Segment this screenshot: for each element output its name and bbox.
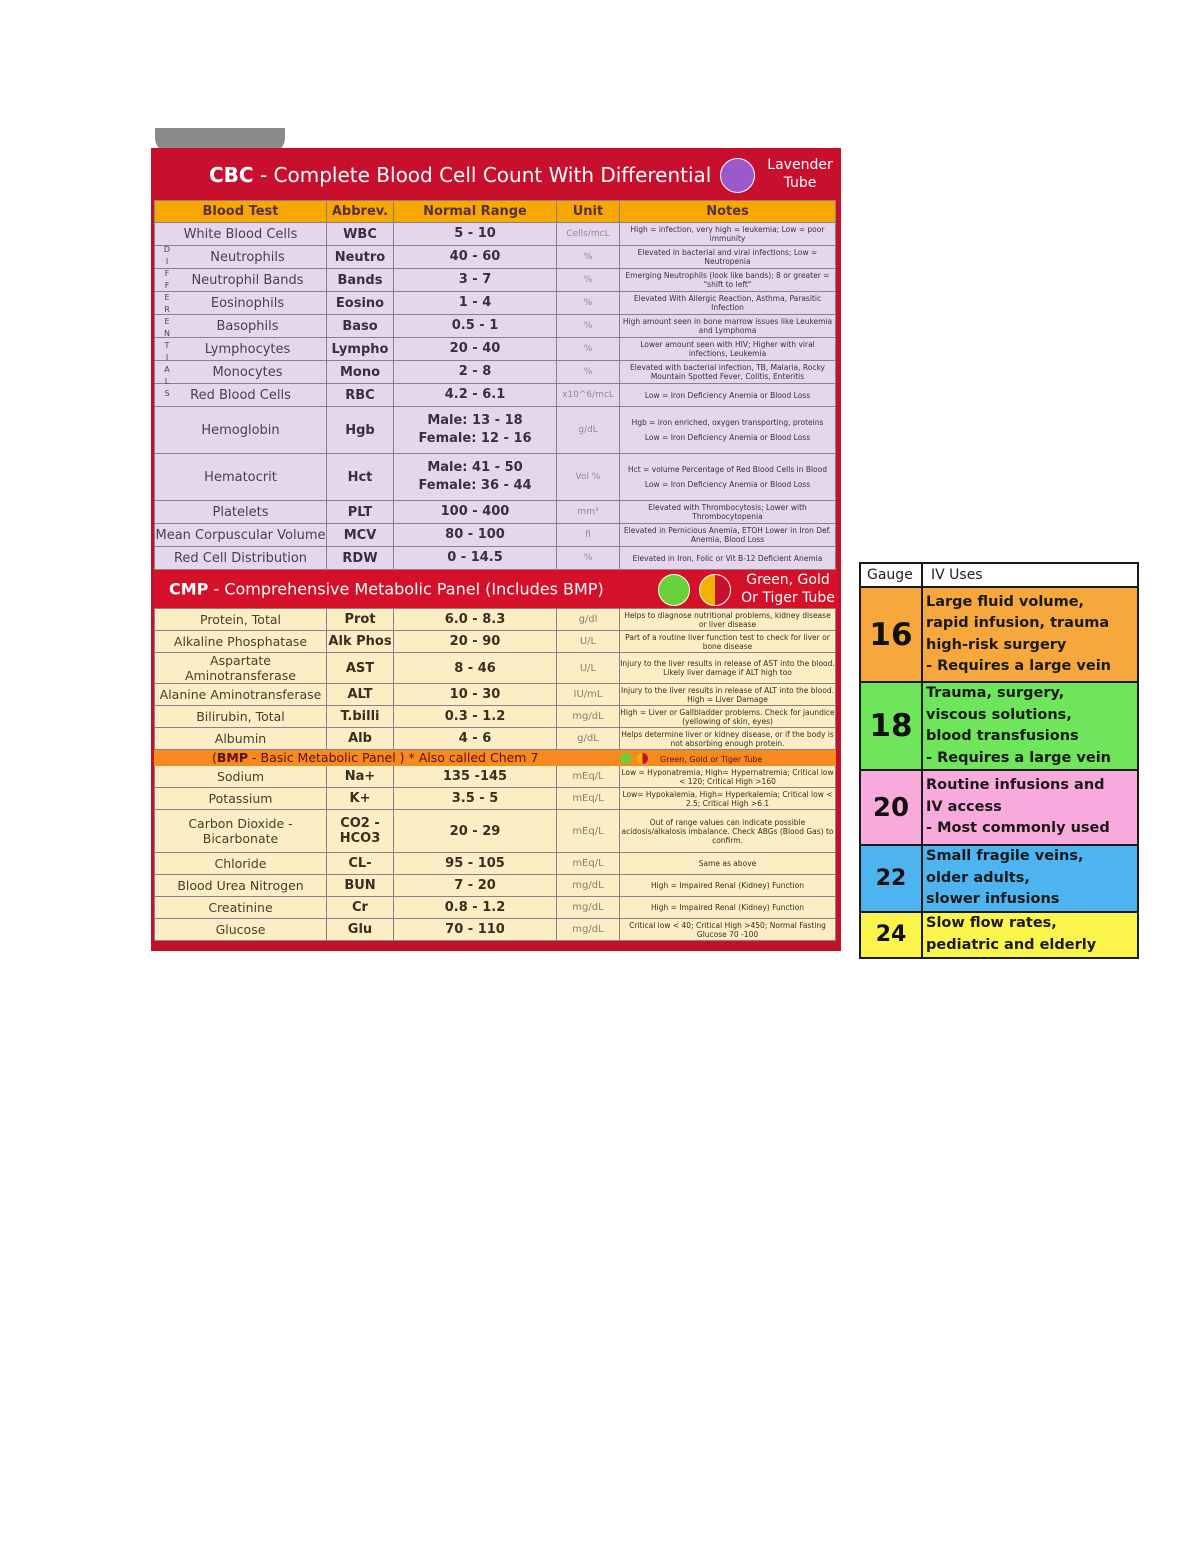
blood-test-name: Chloride	[155, 853, 327, 875]
normal-range: 0.3 - 1.2	[394, 706, 557, 728]
cbc-row	[155, 524, 836, 547]
cmp-row	[155, 684, 836, 706]
cbc-row	[155, 407, 836, 454]
abbrev: Mono	[327, 361, 394, 384]
normal-range	[394, 407, 557, 454]
blood-test-name: Alanine Aminotransferase	[155, 684, 327, 706]
cmp-row	[155, 653, 836, 684]
cbc-row	[155, 454, 836, 501]
cmp-row	[155, 728, 836, 750]
bmp-title	[155, 750, 620, 766]
unit: g/dL	[557, 407, 620, 454]
cbc-row	[155, 547, 836, 570]
blood-test-name: Bilirubin, Total	[155, 706, 327, 728]
cmp-title-abbrev: CMP	[169, 579, 209, 599]
unit: %	[557, 315, 620, 338]
unit: Vol %	[557, 454, 620, 501]
blood-test-name: Neutrophils	[155, 246, 327, 269]
normal-range: 20 - 40	[394, 338, 557, 361]
gauge-size: 18	[860, 682, 922, 770]
cbc-tube-label	[764, 156, 836, 192]
normal-range: 70 - 110	[394, 919, 557, 941]
unit: g/dL	[557, 728, 620, 750]
normal-range: 2 - 8	[394, 361, 557, 384]
iv-uses-line: IV access	[926, 798, 1002, 815]
abbrev: WBC	[327, 223, 394, 246]
normal-range: 8 - 46	[394, 653, 557, 684]
unit: fl	[557, 524, 620, 547]
cmp-title	[169, 580, 604, 599]
blood-test-name: Basophils	[155, 315, 327, 338]
abbrev: Baso	[327, 315, 394, 338]
cmp-row	[155, 706, 836, 728]
cbc-row	[155, 361, 836, 384]
abbrev: RDW	[327, 547, 394, 570]
blood-test-name: Hematocrit	[155, 454, 327, 501]
unit: mm³	[557, 501, 620, 524]
gauge-size: 24	[860, 912, 922, 958]
cmp-tube-label-line1: Green, Gold	[746, 572, 830, 588]
iv-uses-line: Trauma, surgery,	[926, 685, 1065, 701]
normal-range: 40 - 60	[394, 246, 557, 269]
cbc-header-row	[155, 201, 836, 223]
abbrev: Na+	[327, 766, 394, 788]
unit: mEq/L	[557, 788, 620, 810]
normal-range	[394, 454, 557, 501]
blood-test-name: Lymphocytes	[155, 338, 327, 361]
notes: Elevated with Thrombocytosis; Lower with Thrombocytopenia	[620, 501, 836, 524]
unit: mg/dL	[557, 897, 620, 919]
iv-uses-line: Routine infusions and	[926, 777, 1105, 794]
normal-range: 100 - 400	[394, 501, 557, 524]
notes-line1: Hct = volume Percentage of Red Blood Cells in Blood	[628, 465, 827, 474]
bmp-tube-cell	[620, 750, 836, 766]
iv-uses-line: viscous solutions,	[926, 706, 1072, 723]
cbc-row	[155, 338, 836, 361]
blood-test-name: Platelets	[155, 501, 327, 524]
unit: U/L	[557, 631, 620, 653]
header-unit: Unit	[557, 201, 620, 223]
cmp-row	[155, 609, 836, 631]
cbc-row	[155, 269, 836, 292]
abbrev: MCV	[327, 524, 394, 547]
unit: %	[557, 547, 620, 570]
unit: mg/dL	[557, 706, 620, 728]
notes: High = Liver or Gallbladder problems. Check for jaundice (yellowing of skin, eyes)	[620, 707, 835, 726]
blood-test-name: Mean Corpuscular Volume	[155, 524, 327, 547]
differential-vertical-label: D I F F E R E N T I A L S	[163, 245, 171, 398]
lab-values-panel	[151, 148, 841, 951]
normal-range: 3.5 - 5	[394, 788, 557, 810]
abbrev: BUN	[327, 875, 394, 897]
cbc-row	[155, 384, 836, 407]
iv-gauge-row	[860, 912, 1138, 958]
blood-test-name: Potassium	[155, 788, 327, 810]
cmp-row	[155, 919, 836, 941]
notes: Injury to the liver results in release of ALT into the blood. High = Liver Damage	[621, 685, 834, 704]
notes: Lower amount seen with HIV; Higher with viral infections, Leukemia	[620, 338, 836, 361]
abbrev: Hgb	[327, 407, 394, 454]
cbc-table	[154, 200, 836, 570]
iv-uses-line: pediatric and elderly	[926, 936, 1097, 953]
unit: U/L	[557, 653, 620, 684]
cbc-header-band	[154, 150, 838, 200]
header-iv-uses: IV Uses	[922, 563, 1138, 587]
unit: %	[557, 361, 620, 384]
abbrev: Bands	[327, 269, 394, 292]
cmp-row	[155, 875, 836, 897]
notes: Elevated in Pernicious Anemia, ETOH Lower in Iron Def. Anemia, Blood Loss	[620, 524, 836, 547]
iv-uses-line: older adults,	[926, 869, 1030, 886]
cbc-row	[155, 292, 836, 315]
blood-test-name: Eosinophils	[155, 292, 327, 315]
gauge-size: 22	[860, 845, 922, 912]
cmp-row	[155, 766, 836, 788]
blood-test-name: Albumin	[155, 728, 327, 750]
abbrev: Lympho	[327, 338, 394, 361]
mini-green-tube-icon	[620, 753, 631, 764]
unit: x10^6/mcL	[557, 384, 620, 407]
iv-uses-line: rapid infusion, trauma	[926, 615, 1110, 631]
blood-test-name-line1: Carbon Dioxide -	[188, 816, 293, 831]
iv-uses	[922, 587, 1138, 682]
iv-uses-line: high-risk surgery	[926, 636, 1067, 653]
blood-test-name: Hemoglobin	[155, 407, 327, 454]
abbrev: Cr	[327, 897, 394, 919]
iv-gauge-row	[860, 682, 1138, 770]
iv-uses-line: Slow flow rates,	[926, 915, 1057, 931]
iv-gauge-table	[859, 562, 1139, 959]
blood-test-name: Red Cell Distribution	[155, 547, 327, 570]
iv-uses-line: Small fragile veins,	[926, 848, 1084, 864]
normal-range: 20 - 29	[394, 810, 557, 853]
normal-range: 80 - 100	[394, 524, 557, 547]
blood-test-name: Red Blood Cells	[155, 384, 327, 407]
cmp-title-text: - Comprehensive Metabolic Panel (Includes BMP)	[208, 579, 604, 599]
bmp-band	[155, 750, 836, 766]
unit: %	[557, 292, 620, 315]
notes: Injury to the liver results in release of AST into the blood. Likely liver damage if ALT high too	[620, 653, 836, 684]
abbrev-line2: HCO3	[339, 831, 381, 846]
notes: High amount seen in bone marrow issues like Leukemia and Lymphoma	[620, 315, 836, 338]
notes: Elevated in bacterial and viral infections; Low = Neutropenia	[620, 246, 836, 269]
abbrev: RBC	[327, 384, 394, 407]
normal-range: 7 - 20	[394, 875, 557, 897]
blood-test-name: Creatinine	[155, 897, 327, 919]
lavender-tube-icon	[720, 158, 755, 193]
cmp-row	[155, 853, 836, 875]
header-gauge: Gauge	[860, 563, 922, 587]
bmp-tube-text: Green, Gold or Tiger Tube	[660, 755, 763, 764]
notes	[620, 407, 836, 454]
iv-header-row	[860, 563, 1138, 587]
normal-range: 4.2 - 6.1	[394, 384, 557, 407]
notes: Helps to diagnose nutritional problems, kidney disease or liver disease	[620, 609, 836, 631]
abbrev: Glu	[327, 919, 394, 941]
normal-range: 0.5 - 1	[394, 315, 557, 338]
notes: Elevated with bacterial infection, TB, Malaria, Rocky Mountain Spotted Fever, Colitis, Enteritis	[620, 361, 836, 384]
iv-uses	[922, 682, 1138, 770]
notes-line2: Low = Iron Deficiency Anemia or Blood Loss	[644, 480, 811, 489]
green-tube-icon	[658, 574, 690, 606]
unit: g/dl	[557, 609, 620, 631]
bmp-title-text: - Basic Metabolic Panel ) * Also called Chem 7	[248, 750, 539, 765]
cbc-tube-label-line1: Lavender	[767, 157, 833, 173]
header-notes: Notes	[620, 201, 836, 223]
cbc-title-text: - Complete Blood Cell Count With Differential	[253, 163, 712, 187]
unit: mEq/L	[557, 853, 620, 875]
notes: Out of range values can indicate possible acidosis/alkalosis imbalance. Check ABGs (Blood Gas) to confirm.	[620, 810, 836, 853]
notes: Low= Hypokalemia, High= Hyperkalemia; Critical low < 2.5; Critical High >6.1	[620, 788, 836, 810]
notes: Emerging Neutrophils (look like bands); 8 or greater = "shift to left"	[620, 269, 836, 292]
notes: High = Impaired Renal (Kidney) Function	[620, 875, 836, 897]
bmp-title-prefix: (	[212, 750, 217, 765]
cmp-row	[155, 788, 836, 810]
notes: Part of a routine liver function test to check for liver or bone disease	[620, 631, 836, 653]
abbrev: T.billi	[327, 706, 394, 728]
cmp-row	[155, 897, 836, 919]
abbrev-line1: CO2 -	[340, 816, 380, 831]
blood-test-name: White Blood Cells	[155, 223, 327, 246]
abbrev: AST	[327, 653, 394, 684]
abbrev: CL-	[327, 853, 394, 875]
notes: Critical low < 40; Critical High >450; Normal Fasting Glucose 70 -100	[620, 919, 836, 941]
unit: %	[557, 338, 620, 361]
abbrev: Prot	[327, 609, 394, 631]
abbrev: Eosino	[327, 292, 394, 315]
abbrev: K+	[327, 788, 394, 810]
unit: mEq/L	[557, 810, 620, 853]
abbrev: Hct	[327, 454, 394, 501]
abbrev: PLT	[327, 501, 394, 524]
cmp-row	[155, 631, 836, 653]
normal-range: 135 -145	[394, 766, 557, 788]
iv-uses-line: - Requires a large vein	[926, 658, 1111, 674]
normal-range-male: Male: 41 - 50	[427, 460, 523, 475]
blood-test-name: Blood Urea Nitrogen	[155, 875, 327, 897]
cmp-header-band	[154, 570, 838, 608]
unit: mEq/L	[557, 766, 620, 788]
normal-range: 0 - 14.5	[394, 547, 557, 570]
blood-test-name: Sodium	[155, 766, 327, 788]
normal-range: 3 - 7	[394, 269, 557, 292]
blood-test-name: Protein, Total	[155, 609, 327, 631]
blood-test-name: Aspartate Aminotransferase	[155, 653, 327, 684]
normal-range: 1 - 4	[394, 292, 557, 315]
iv-uses-line: - Most commonly used	[926, 820, 1110, 837]
unit: IU/mL	[557, 684, 620, 706]
cbc-row	[155, 501, 836, 524]
gauge-size: 16	[860, 587, 922, 682]
unit: %	[557, 246, 620, 269]
abbrev: ALT	[327, 684, 394, 706]
notes-line1: Hgb = iron enriched, oxygen transporting, proteins	[631, 418, 824, 427]
iv-uses	[922, 845, 1138, 912]
normal-range: 95 - 105	[394, 853, 557, 875]
notes: Same as above	[620, 853, 836, 875]
bmp-title-abbrev: BMP	[216, 750, 249, 765]
normal-range-female: Female: 36 - 44	[418, 478, 532, 493]
iv-uses-line: Large fluid volume,	[926, 593, 1085, 610]
iv-gauge-row	[860, 587, 1138, 682]
notes	[620, 454, 836, 501]
unit: mg/dL	[557, 875, 620, 897]
notes: Elevated With Allergic Reaction, Asthma, Parasitic Infection	[620, 292, 836, 315]
notes: Elevated in Iron, Folic or Vit B-12 Deficient Anemia	[620, 547, 836, 570]
normal-range: 5 - 10	[394, 223, 557, 246]
unit: %	[557, 269, 620, 292]
normal-range-female: Female: 12 - 16	[418, 431, 532, 446]
gauge-size: 20	[860, 770, 922, 845]
abbrev: Neutro	[327, 246, 394, 269]
notes: Low = Hyponatremia, High= Hypernatremia; Critical low < 120; Critical High >160	[621, 767, 834, 786]
normal-range: 6.0 - 8.3	[394, 609, 557, 631]
normal-range: 10 - 30	[394, 684, 557, 706]
cbc-row	[155, 246, 836, 269]
normal-range: 4 - 6	[394, 728, 557, 750]
blood-test-name: Glucose	[155, 919, 327, 941]
cmp-table	[154, 608, 836, 941]
blood-test-name	[155, 810, 327, 853]
cbc-title-abbrev: CBC	[209, 163, 254, 187]
notes: Helps determine liver or kidney disease, or if the body is not absorbing enough protein.	[621, 729, 834, 748]
cmp-row	[155, 810, 836, 853]
header-normal-range: Normal Range	[394, 201, 557, 223]
iv-uses-line: - Requires a large vein	[926, 749, 1111, 766]
notes: High = Impaired Renal (Kidney) Function	[620, 897, 836, 919]
unit: mg/dL	[557, 919, 620, 941]
gold-tiger-tube-icon	[699, 574, 731, 606]
normal-range: 20 - 90	[394, 631, 557, 653]
notes: Low = Iron Deficiency Anemia or Blood Loss	[620, 384, 836, 407]
cbc-row	[155, 223, 836, 246]
abbrev	[327, 810, 394, 853]
iv-uses-line: blood transfusions	[926, 728, 1079, 744]
blood-test-name: Alkaline Phosphatase	[155, 631, 327, 653]
cbc-tube-label-line2: Tube	[783, 175, 817, 191]
iv-uses-line: slower infusions	[926, 891, 1060, 907]
iv-gauge-row	[860, 845, 1138, 912]
normal-range-male: Male: 13 - 18	[427, 413, 523, 428]
normal-range: 0.8 - 1.2	[394, 897, 557, 919]
cbc-title	[209, 163, 711, 187]
abbrev: Alk Phos	[327, 631, 394, 653]
unit: Cells/mcL	[557, 223, 620, 246]
blood-test-name-line2: Bicarbonate	[202, 831, 279, 846]
notes: High = infection, very high = leukemia; Low = poor immunity	[620, 223, 836, 246]
iv-gauge-row	[860, 770, 1138, 845]
abbrev: Alb	[327, 728, 394, 750]
cmp-tube-label	[738, 571, 838, 607]
iv-uses	[922, 770, 1138, 845]
cmp-tube-label-line2: Or Tiger Tube	[741, 590, 835, 606]
notes-line2: Low = Iron Deficiency Anemia or Blood Loss	[644, 433, 811, 442]
iv-uses	[922, 912, 1138, 958]
header-abbrev: Abbrev.	[327, 201, 394, 223]
blood-test-name: Monocytes	[155, 361, 327, 384]
cbc-row	[155, 315, 836, 338]
mini-gold-tube-icon	[637, 753, 648, 764]
header-blood-test: Blood Test	[155, 201, 327, 223]
blood-test-name: Neutrophil Bands	[155, 269, 327, 292]
